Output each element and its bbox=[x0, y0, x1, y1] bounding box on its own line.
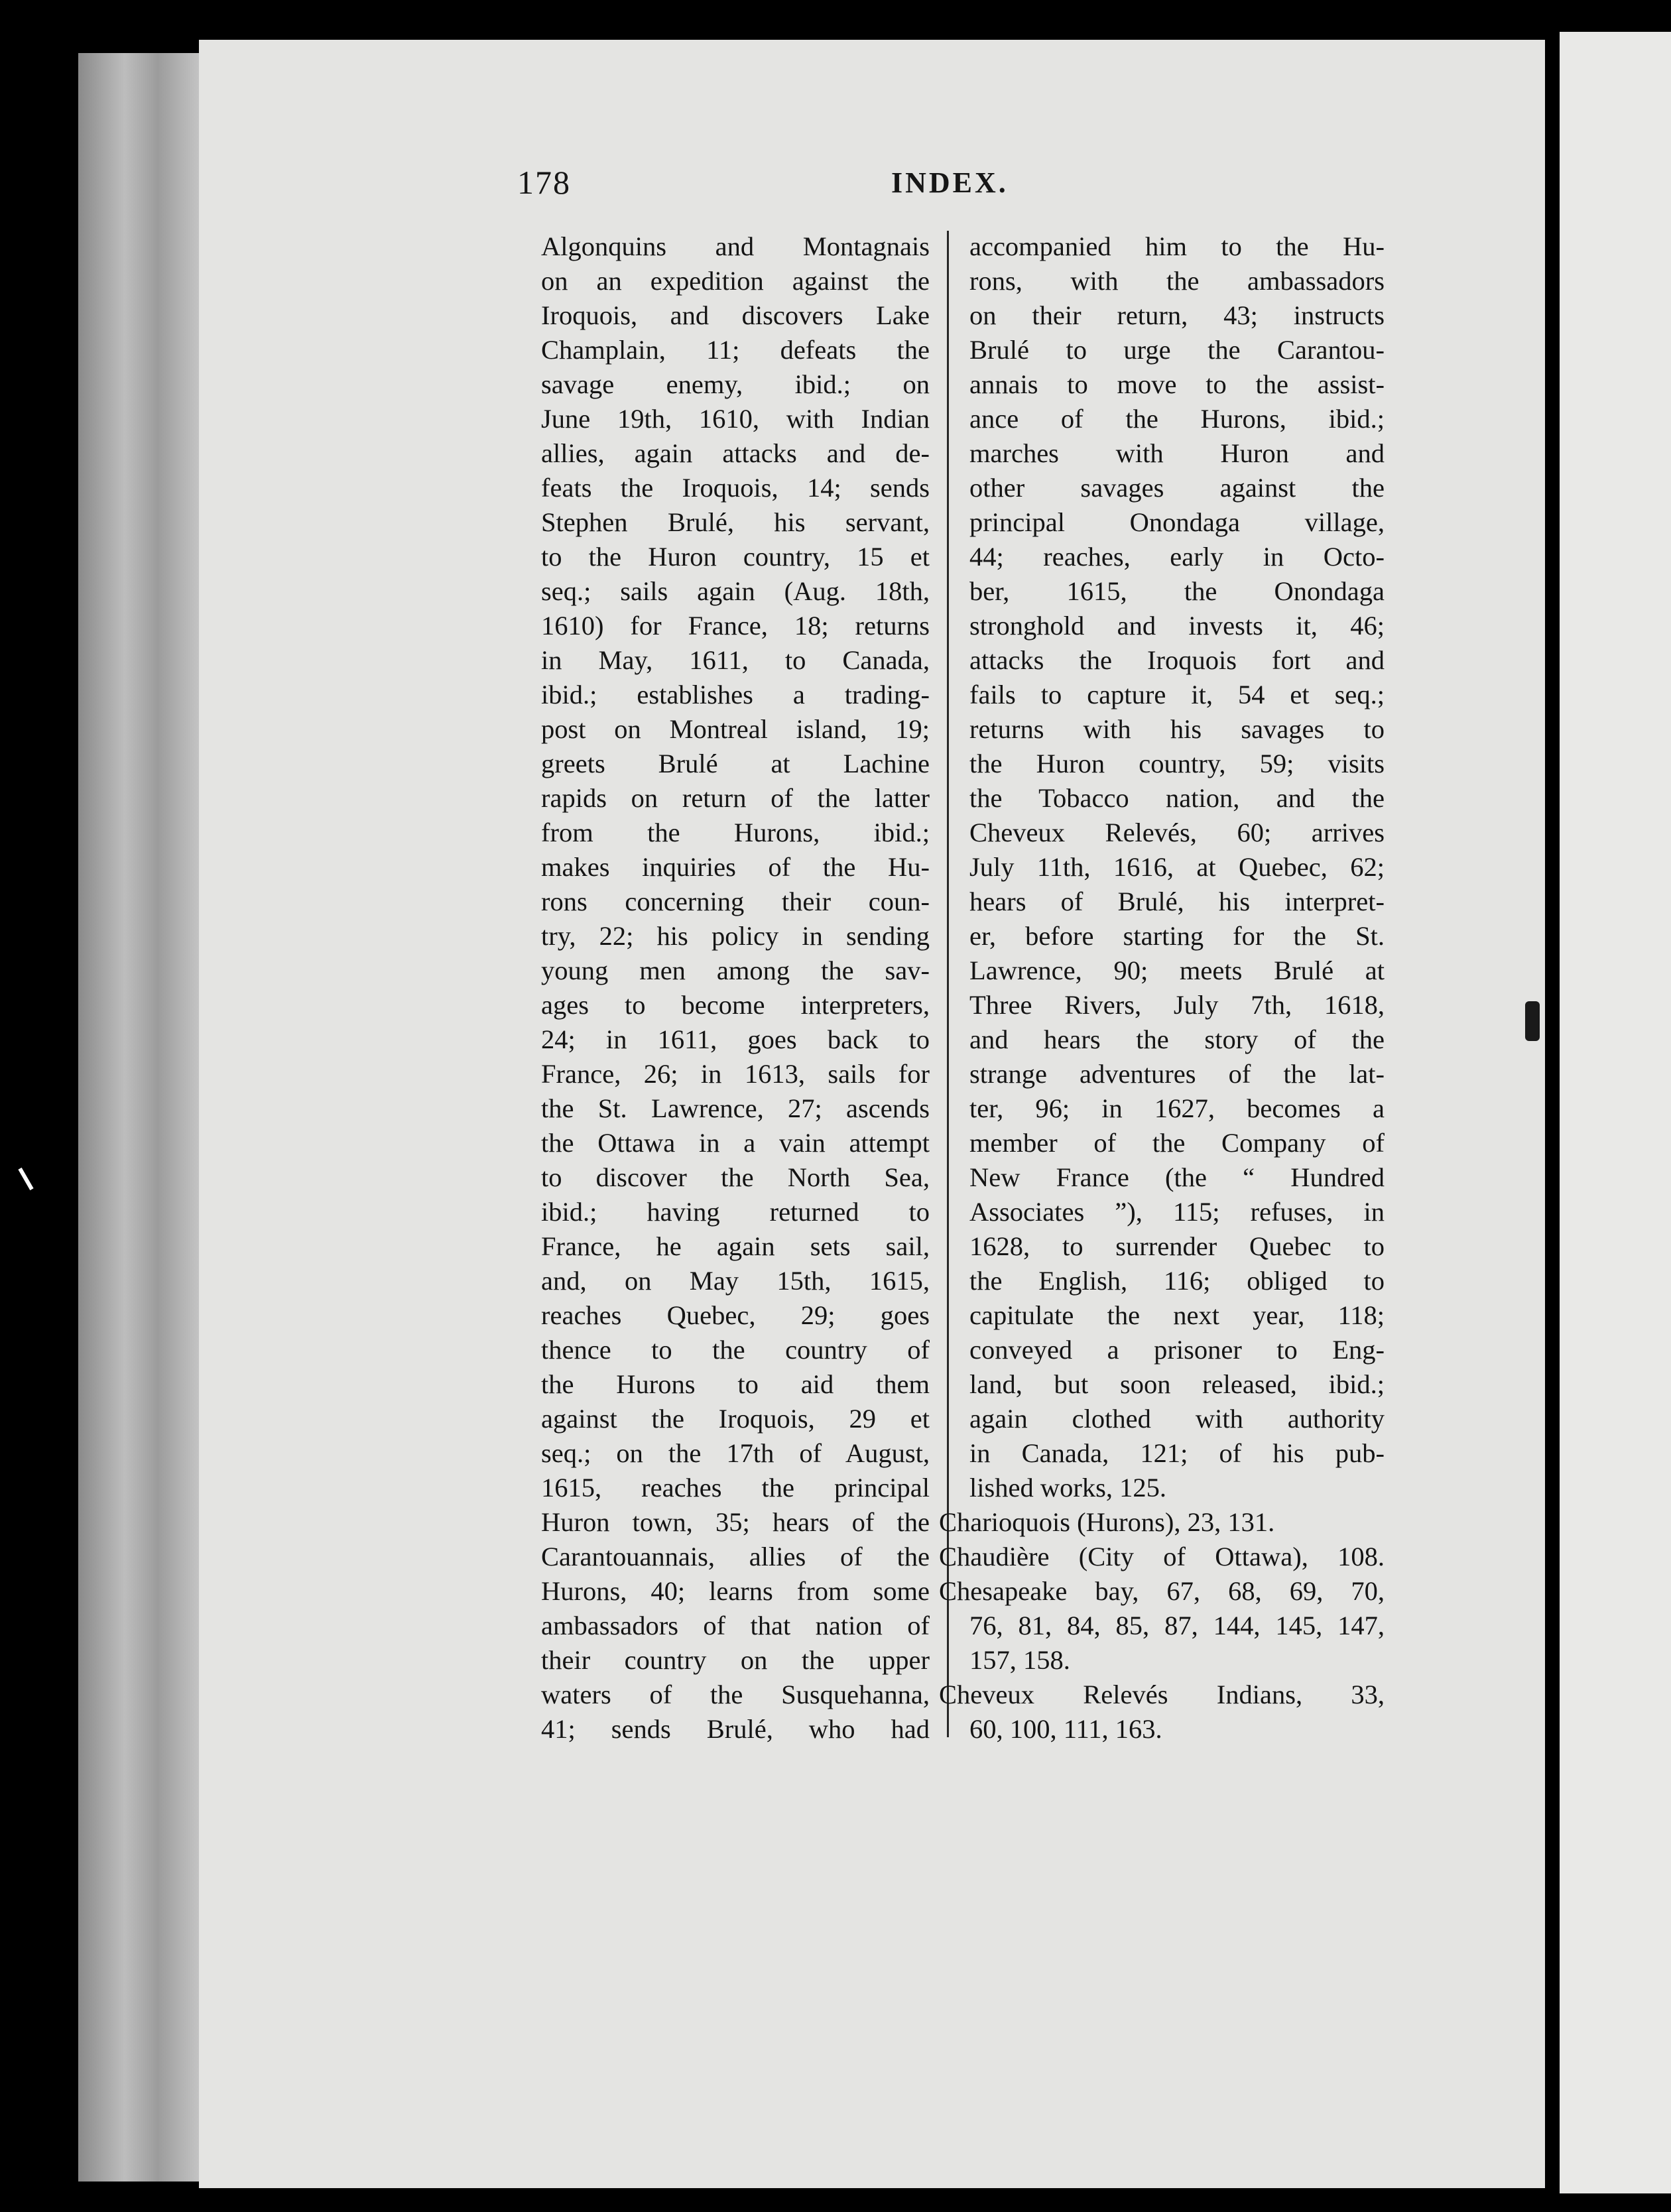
index-text-line: the Tobacco nation, and the bbox=[969, 783, 1385, 813]
index-text-line: against the Iroquois, 29 et bbox=[541, 1404, 930, 1434]
index-text-line: to discover the North Sea, bbox=[541, 1162, 930, 1192]
index-text-line: rons, with the ambassadors bbox=[969, 266, 1385, 296]
index-text-line: other savages against the bbox=[969, 473, 1385, 503]
index-text-line: try, 22; his policy in sending bbox=[541, 921, 930, 951]
index-entry-line: Chaudière (City of Ottawa), 108. bbox=[939, 1542, 1385, 1571]
index-text-line: France, he again sets sail, bbox=[541, 1231, 930, 1261]
index-text-line: ambassadors of that nation of bbox=[541, 1611, 930, 1640]
index-column-left bbox=[541, 229, 930, 1747]
index-text-line: and hears the story of the bbox=[969, 1024, 1385, 1054]
index-text-line: reaches Quebec, 29; goes bbox=[541, 1300, 930, 1330]
index-text-line: in May, 1611, to Canada, bbox=[541, 645, 930, 675]
index-entry-line: Chesapeake bay, 67, 68, 69, 70, bbox=[939, 1576, 1385, 1606]
index-text-line: ibid.; having returned to bbox=[541, 1197, 930, 1227]
index-text-line: seq.; on the 17th of August, bbox=[541, 1438, 930, 1468]
index-text-line: greets Brulé at Lachine bbox=[541, 749, 930, 778]
index-text-line: the Huron country, 59; visits bbox=[969, 749, 1385, 778]
index-text-line: New France (the “ Hundred bbox=[969, 1162, 1385, 1192]
index-text-line: 157, 158. bbox=[969, 1645, 1070, 1675]
index-text-line: to the Huron country, 15 et bbox=[541, 542, 930, 572]
index-column-right bbox=[939, 229, 1385, 1747]
index-text-line: 76, 81, 84, 85, 87, 144, 145, 147, bbox=[969, 1611, 1385, 1640]
index-text-line: fails to capture it, 54 et seq.; bbox=[969, 680, 1385, 709]
index-text-line: strange adventures of the lat- bbox=[969, 1059, 1385, 1089]
index-text-line: 60, 100, 111, 163. bbox=[969, 1714, 1162, 1744]
index-text-line: 24; in 1611, goes back to bbox=[541, 1024, 930, 1054]
index-text-line: feats the Iroquois, 14; sends bbox=[541, 473, 930, 503]
index-text-line: 1610) for France, 18; returns bbox=[541, 611, 930, 641]
page-number: 178 bbox=[517, 164, 571, 201]
index-entry-line: Cheveux Relevés Indians, 33, bbox=[939, 1680, 1385, 1709]
index-text-line: capitulate the next year, 118; bbox=[969, 1300, 1385, 1330]
index-text-line: 1628, to surrender Quebec to bbox=[969, 1231, 1385, 1261]
index-text-line: ter, 96; in 1627, becomes a bbox=[969, 1093, 1385, 1123]
index-text-line: June 19th, 1610, with Indian bbox=[541, 404, 930, 434]
index-text-line: Associates ”), 115; refuses, in bbox=[969, 1197, 1385, 1227]
index-text-line: young men among the sav- bbox=[541, 955, 930, 985]
index-text-line: ance of the Hurons, ibid.; bbox=[969, 404, 1385, 434]
index-text-line: France, 26; in 1613, sails for bbox=[541, 1059, 930, 1089]
running-head: INDEX. bbox=[891, 166, 1009, 199]
index-text-line: accompanied him to the Hu- bbox=[969, 231, 1385, 261]
index-text-line: ibid.; establishes a trading- bbox=[541, 680, 930, 709]
index-text-line: 1615, reaches the principal bbox=[541, 1473, 930, 1503]
index-text-line: marches with Huron and bbox=[969, 438, 1385, 468]
index-text-line: ages to become interpreters, bbox=[541, 990, 930, 1020]
index-text-line: principal Onondaga village, bbox=[969, 507, 1385, 537]
index-text-line: seq.; sails again (Aug. 18th, bbox=[541, 576, 930, 606]
index-text-line: annais to move to the assist- bbox=[969, 369, 1385, 399]
binding-clip-mark bbox=[1525, 1001, 1540, 1041]
index-text-line: 41; sends Brulé, who had bbox=[541, 1714, 930, 1744]
index-text-line: Carantouannais, allies of the bbox=[541, 1542, 930, 1571]
index-text-line: their country on the upper bbox=[541, 1645, 930, 1675]
index-text-line: conveyed a prisoner to Eng- bbox=[969, 1335, 1385, 1365]
index-text-line: ber, 1615, the Onondaga bbox=[969, 576, 1385, 606]
index-text-line: Three Rivers, July 7th, 1618, bbox=[969, 990, 1385, 1020]
index-text-line: the St. Lawrence, 27; ascends bbox=[541, 1093, 930, 1123]
index-text-line: rapids on return of the latter bbox=[541, 783, 930, 813]
facing-page-edge bbox=[1560, 32, 1671, 2193]
index-text-line: rons concerning their coun- bbox=[541, 887, 930, 916]
index-text-line: attacks the Iroquois fort and bbox=[969, 645, 1385, 675]
index-entry-line: Charioquois (Hurons), 23, 131. bbox=[939, 1507, 1275, 1537]
index-text-line: Stephen Brulé, his servant, bbox=[541, 507, 930, 537]
page-header bbox=[517, 163, 1021, 203]
index-text-line: 44; reaches, early in Octo- bbox=[969, 542, 1385, 572]
index-text-line: July 11th, 1616, at Quebec, 62; bbox=[969, 852, 1385, 882]
index-text-line: land, but soon released, ibid.; bbox=[969, 1369, 1385, 1399]
index-text-line: hears of Brulé, his interpret- bbox=[969, 887, 1385, 916]
index-text-line: Champlain, 11; defeats the bbox=[541, 335, 930, 365]
index-text-line: post on Montreal island, 19; bbox=[541, 714, 930, 744]
index-text-line: Iroquois, and discovers Lake bbox=[541, 300, 930, 330]
index-text-line: member of the Company of bbox=[969, 1128, 1385, 1158]
index-text-line: and, on May 15th, 1615, bbox=[541, 1266, 930, 1296]
index-text-line: er, before starting for the St. bbox=[969, 921, 1385, 951]
index-text-line: the Hurons to aid them bbox=[541, 1369, 930, 1399]
index-text-line: on their return, 43; instructs bbox=[969, 300, 1385, 330]
index-text-line: the English, 116; obliged to bbox=[969, 1266, 1385, 1296]
index-text-line: stronghold and invests it, 46; bbox=[969, 611, 1385, 641]
index-text-line: lished works, 125. bbox=[969, 1473, 1166, 1503]
index-text-line: from the Hurons, ibid.; bbox=[541, 818, 930, 847]
index-text-line: makes inquiries of the Hu- bbox=[541, 852, 930, 882]
index-text-line: thence to the country of bbox=[541, 1335, 930, 1365]
index-text-line: Hurons, 40; learns from some bbox=[541, 1576, 930, 1606]
index-text-line: again clothed with authority bbox=[969, 1404, 1385, 1434]
index-text-line: Lawrence, 90; meets Brulé at bbox=[969, 955, 1385, 985]
index-text-line: savage enemy, ibid.; on bbox=[541, 369, 930, 399]
index-text-line: returns with his savages to bbox=[969, 714, 1385, 744]
index-text-line: Algonquins and Montagnais bbox=[541, 231, 930, 261]
index-text-line: Cheveux Relevés, 60; arrives bbox=[969, 818, 1385, 847]
index-text-line: the Ottawa in a vain attempt bbox=[541, 1128, 930, 1158]
index-text-line: Brulé to urge the Carantou- bbox=[969, 335, 1385, 365]
index-text-line: Huron town, 35; hears of the bbox=[541, 1507, 930, 1537]
index-text-line: in Canada, 121; of his pub- bbox=[969, 1438, 1385, 1468]
index-text-line: allies, again attacks and de- bbox=[541, 438, 930, 468]
index-text-line: on an expedition against the bbox=[541, 266, 930, 296]
scan-speck bbox=[18, 1168, 33, 1190]
book-page-edges bbox=[78, 53, 211, 2181]
index-text-line: waters of the Susquehanna, bbox=[541, 1680, 930, 1709]
